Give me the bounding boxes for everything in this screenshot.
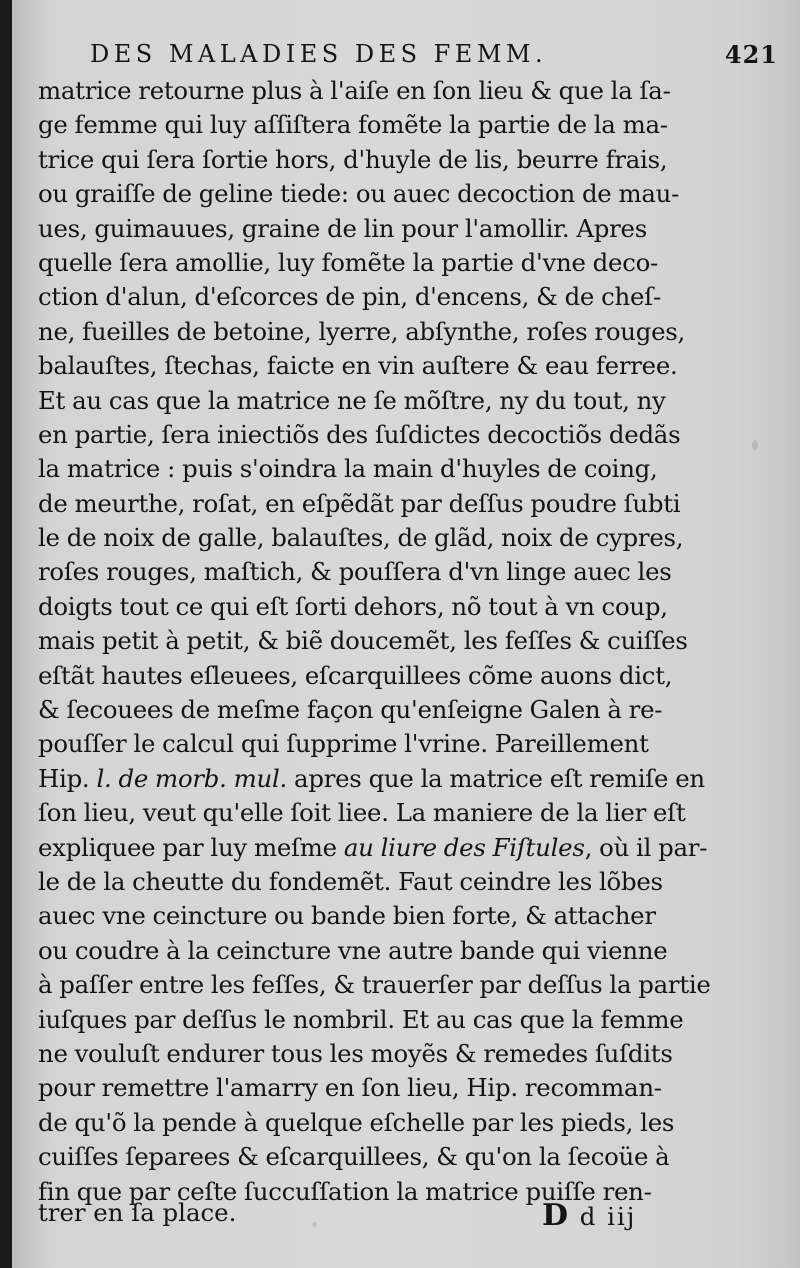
text-line (38, 246, 723, 280)
text-line (38, 1071, 723, 1105)
text-line (38, 590, 723, 624)
text-line (38, 384, 723, 418)
text-line (38, 659, 723, 693)
text-line (38, 727, 723, 761)
text-segment: ction d'alun, d'eſcorces de pin, d'encens, & de cheſ- (38, 282, 661, 312)
text-line (38, 452, 723, 486)
text-line (38, 934, 723, 968)
text-line (38, 865, 723, 899)
running-title: DES MALADIES DES FEMM. (90, 40, 548, 68)
text-segment: roſes rouges, maſtich, & pouſſera d'vn linge auec les (38, 557, 672, 587)
text-line (38, 693, 723, 727)
signature-rest: d iij (579, 1202, 637, 1231)
signature-mark (542, 1198, 636, 1233)
text-segment: expliquee par luy meſme (38, 832, 344, 862)
book-page (12, 0, 800, 1268)
text-segment: doigts tout ce qui eſt ſorti dehors, nõ tout à vn coup, (38, 591, 668, 621)
text-segment: , où il par- (584, 832, 708, 862)
text-segment: matrice retourne plus à l'aiſe en ſon lieu & que la ſa- (38, 76, 671, 105)
text-segment: fin que par ceſte ſuccuſſation la matrice puiſſe ren- (38, 1176, 652, 1206)
text-segment: ne, fueilles de betoine, lyerre, abſynthe, roſes rouges, (38, 316, 686, 346)
text-segment: ues, guimauues, graine de lin pour l'amollir. Apres (38, 213, 647, 243)
text-line (38, 487, 723, 521)
body-text (38, 74, 723, 1209)
italic-reference: l. de morb. mul. (96, 763, 288, 793)
text-segment: de meurthe, roſat, en eſpẽdãt par deſſus poudre ſubti (38, 488, 681, 518)
text-segment: cuiſſes ſeparees & eſcarquillees, & qu'on la ſecoüe à (38, 1142, 670, 1172)
text-segment: iuſques par deſſus le nombril. Et au cas que la femme (38, 1004, 684, 1034)
text-segment: trice qui ſera ſortie hors, d'huyle de lis, beurre frais, (38, 144, 668, 174)
text-line (38, 624, 723, 658)
text-segment: apres que la matrice eſt remiſe en (287, 763, 705, 793)
text-segment: & ſecouees de meſme façon qu'enſeigne Galen à re- (38, 695, 663, 725)
text-line (38, 968, 723, 1002)
text-segment: le de noix de galle, balauſtes, de glãd, noix de cypres, (38, 523, 684, 553)
text-segment: ne vouluſt endurer tous les moyẽs & remedes ſuſdits (38, 1038, 673, 1068)
text-segment: ou graiſſe de geline tiede: ou auec decoction de mau- (38, 179, 680, 209)
text-line (38, 315, 723, 349)
text-line (38, 899, 723, 933)
text-segment: Hip. (38, 763, 97, 793)
text-line (38, 418, 723, 452)
text-line-last: trer en ſa place. (38, 1198, 237, 1227)
text-segment: en partie, ſera iniectiõs des ſuſdictes decoctiõs dedãs (38, 419, 681, 449)
italic-reference: au liure des Fiſtules (343, 832, 585, 862)
text-line (38, 555, 723, 589)
text-segment: eſtãt hautes eſleuees, eſcarquillees cõme auons dict, (38, 660, 673, 690)
text-line (38, 1140, 723, 1174)
signature-letter: D (542, 1198, 571, 1233)
text-segment: ſon lieu, veut qu'elle ſoit liee. La maniere de la lier eſt (38, 798, 686, 828)
text-line (38, 143, 723, 177)
page-footer (38, 1198, 723, 1238)
text-segment: le de la cheutte du fondemẽt. Faut ceindre les lõbes (38, 866, 663, 896)
text-segment: Et au cas que la matrice ne ſe mõſtre, ny du tout, ny (38, 385, 666, 415)
text-line (38, 521, 723, 555)
text-line (38, 74, 723, 108)
text-line (38, 831, 723, 865)
text-segment: ou coudre à la ceincture vne autre bande qui vienne (38, 935, 668, 965)
text-segment: ge femme qui luy aſſiſtera fomẽte la partie de la ma- (38, 110, 668, 140)
text-segment: auec vne ceincture ou bande bien forte, & attacher (38, 901, 656, 931)
text-segment: de qu'õ la pende à quelque eſchelle par les pieds, les (38, 1107, 675, 1137)
text-line (38, 280, 723, 314)
text-line (38, 1106, 723, 1140)
text-segment: quelle ſera amollie, luy fomẽte la partie d'vne deco- (38, 247, 659, 277)
text-line (38, 1037, 723, 1071)
text-line (38, 796, 723, 830)
text-line (38, 108, 723, 142)
page-number: 421 (724, 40, 778, 69)
paper-stain (752, 440, 758, 450)
text-line (38, 1003, 723, 1037)
text-segment: mais petit à petit, & biẽ doucemẽt, les feſſes & cuiſſes (38, 626, 688, 656)
text-line (38, 762, 723, 796)
text-segment: balauſtes, ſtechas, faicte en vin auſtere & eau ferree. (38, 351, 678, 381)
text-line (38, 212, 723, 246)
text-segment: pour remettre l'amarry en ſon lieu, Hip. recomman- (38, 1073, 662, 1103)
text-segment: la matrice : puis s'oindra la main d'huyles de coing, (38, 454, 658, 484)
text-segment: à paſſer entre les feſſes, & trauerſer par deſſus la partie (38, 970, 711, 1000)
text-line (38, 177, 723, 211)
text-segment: pouſſer le calcul qui ſupprime l'vrine. Pareillement (38, 729, 649, 759)
text-line (38, 349, 723, 383)
